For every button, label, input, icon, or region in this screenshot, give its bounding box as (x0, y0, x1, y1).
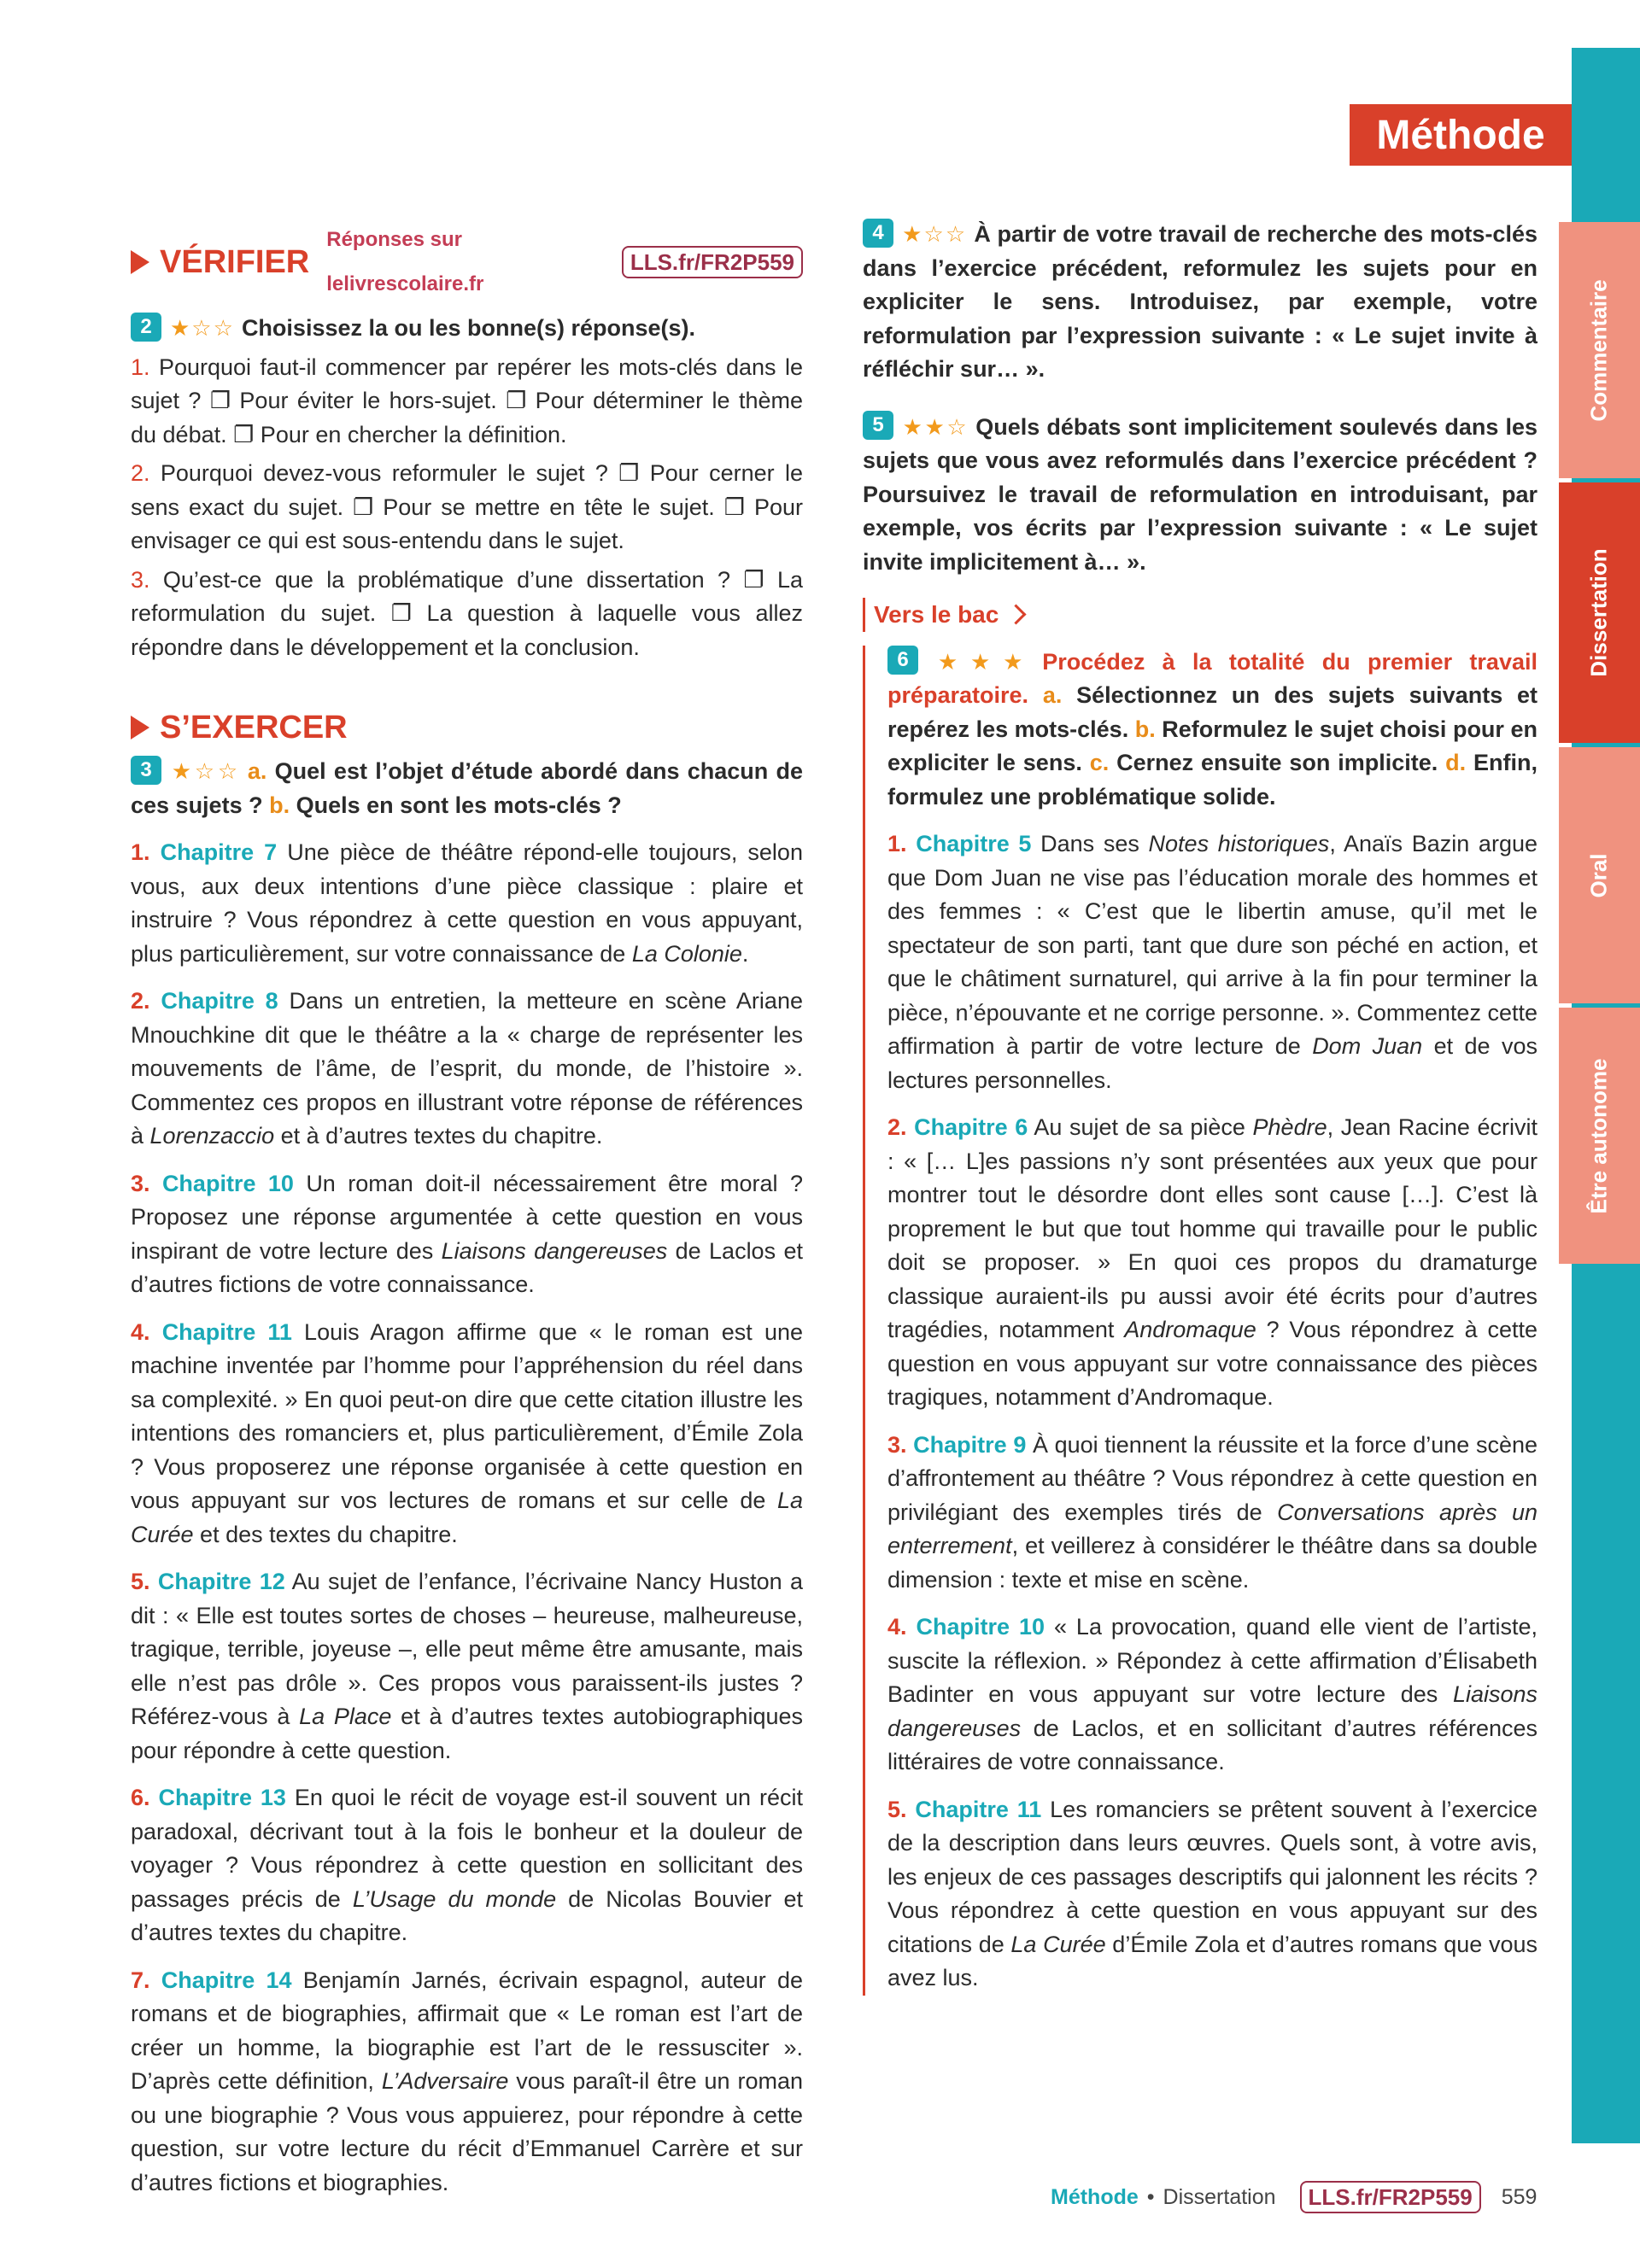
exercer-heading (131, 705, 803, 750)
item-text: En quoi le récit de voyage est-il souvent un récit paradoxal, décrivant tout à la fois le bonheur et la douleur de voyager ? Vous répondrez à cette question en sollicitant des passages précis de (131, 1785, 803, 1912)
q-text: Qu’est-ce que la problématique d’une dissertation ? ❐ La reformulation du sujet. ❐ La question à laquelle vous allez répondre dans le développement et la conclusion. (131, 566, 803, 660)
chapter-label: Chapitre 11 (161, 1318, 292, 1345)
sub-text: Cernez ensuite son implicite. (1116, 750, 1438, 775)
italic-title: Liaisons dangereuses (887, 1681, 1538, 1741)
page-number: 559 (1501, 2184, 1538, 2209)
italic-title: La Place (299, 1704, 392, 1729)
italic-title: Conversations après un enterrement (887, 1499, 1538, 1558)
item-text: À quoi tiennent la réussite et la force d’une scène d’affrontement au théâtre ? Vous répondrez à cette question en privilégiant des exemples tirés de (887, 1431, 1538, 1525)
list-item (131, 836, 803, 971)
item-text: , Anaïs Bazin argue que Dom Juan ne vise pas l’éducation morale des hommes et des femmes : « C’est que le libertin amuse, qu’il met le spectateur de son parti, tant que dure son péché en action, et que le châtiment surnaturel, qui arrive à la fin pour terminer la pièce, n’épouvante et ne corrige personne. ». Commentez cette affirmation à partir de votre lecture de (887, 831, 1538, 1059)
answers-text: Réponses sur lelivrescolaire.fr (326, 228, 484, 295)
tab-oral[interactable] (1559, 747, 1640, 1003)
item-text: de Nicolas Bouvier et d’autres textes du chapitre. (131, 1885, 803, 1945)
italic-title: Phèdre (1252, 1114, 1327, 1140)
right-column (863, 218, 1538, 1996)
item-text: ? Vous répondrez à cette question en vous appuyant sur votre connaissance des pièces tragiques, notamment d’Andromaque. (887, 1317, 1538, 1410)
item-number: 4. (131, 1318, 150, 1345)
item-text: Un roman doit-il nécessairement être moral ? Proposez une réponse argumentée à cette question en vous inspirant de votre lecture des (131, 1170, 803, 1264)
vers-le-bac-label (863, 598, 1023, 632)
list-item (887, 1429, 1538, 1598)
difficulty-stars-icon: ★★★ (927, 648, 1036, 675)
chapter-label: Chapitre 5 (916, 831, 1032, 856)
item-text: . (741, 940, 749, 967)
item-number: 3. (887, 1431, 907, 1458)
sub-letter: b. (1134, 716, 1156, 742)
italic-title: La Colonie (631, 940, 742, 967)
q-text: Pourquoi faut-il commencer par repérer les mots-clés dans le sujet ? ❐ Pour éviter le hors-sujet. ❐ Pour déterminer le thème du débat. ❐ Pour en chercher la définition. (131, 354, 803, 447)
item-text: , Jean Racine écrivit : « [… L]es passions n’y sont présentées aux yeux que pour montrer tout le désordre dont elles sont cause […]. C’est là proprement le but que tout homme qui travaille pour le public doit se proposer. » En quoi ces propos du dramaturge classique auraient-ils pu aussi avoir été écrits pour d’autres tragédies, notamment (887, 1114, 1538, 1342)
italic-title: La Curée (131, 1488, 803, 1547)
exercise-3-header (131, 755, 803, 822)
list-item (887, 1793, 1538, 1996)
item-text: Au sujet de l’enfance, l’écrivaine Nancy Huston a dit : « Elle est toutes sortes de choses – heureuse, malheureuse, tragique, terrible, joyeuse –, elle peut même être amusante, mais elle n’est pas drôle ». Ces propos vous paraissent-ils justes ? Référez-vous à (131, 1569, 803, 1729)
chapter-label: Chapitre 10 (161, 1170, 294, 1196)
chapter-label: Chapitre 14 (161, 1967, 292, 1993)
sub-text: Sélectionnez un des sujets suivants et repérez les mots-clés. (887, 682, 1538, 742)
chapter-label: Chapitre 6 (914, 1114, 1028, 1140)
triangle-icon (131, 250, 149, 274)
sub-letter: a. (1042, 682, 1063, 708)
tab-dissertation[interactable] (1559, 482, 1640, 743)
tab-label: Oral (1586, 852, 1612, 898)
item-text: de Laclos, et en sollicitant d’autres références littéraires de votre connaissance. (887, 1715, 1538, 1774)
tab-label: Commentaire (1586, 278, 1612, 422)
item-text: « La provocation, quand elle vient de l’artiste, suscite la réflexion. » Répondez à cette affirmation d’Élisabeth Badinter en vous appuyant sur votre lecture des (887, 1614, 1538, 1707)
italic-title: L’Usage du monde (352, 1885, 557, 1912)
item-number: 4. (887, 1614, 907, 1640)
difficulty-stars-icon: ★★☆ (902, 413, 969, 440)
question-3 (131, 564, 803, 665)
chapter-label: Chapitre 11 (915, 1796, 1042, 1822)
italic-title: Liaisons dangereuses (441, 1237, 668, 1264)
item-number: 1. (131, 839, 150, 865)
sub-text: Quels en sont les mots-clés ? (296, 792, 622, 818)
italic-title: Dom Juan (1312, 1033, 1423, 1059)
exercise-number: 5 (863, 411, 893, 440)
exercise-4 (863, 218, 1538, 387)
exercise-instruction: À partir de votre travail de recherche des mots-clés dans l’exercice précédent, reformulez les sujets pour en expliciter le sens. Introduisez, par exemple, votre reformulation par l’expression suivante : « Le sujet invite à réfléchir sur… ». (863, 221, 1538, 382)
item-text: vous paraît-il être un roman ou une biographie ? Vous vous appuierez, pour répondre à cette question, sur votre lecture du récit d’Emmanuel Carrère et sur d’autres fictions et biographies. (131, 2068, 803, 2195)
italic-title: Andromaque (1124, 1317, 1256, 1342)
list-item (131, 1316, 803, 1552)
item-number: 5. (887, 1796, 907, 1822)
q-num: 1. (131, 354, 150, 380)
list-item (131, 1167, 803, 1302)
exercer-title: S’EXERCER (160, 710, 348, 745)
verifier-title: VÉRIFIER (160, 244, 310, 280)
chapter-label: Chapitre 7 (160, 839, 278, 865)
item-text: Les romanciers se prêtent souvent à l’exercice de la description dans leurs œuvres. Quels sont, à votre avis, les enjeux de ces passages descriptifs qui jalonnent les récits ? Vous répondrez à cette question en vous appuyant sur des citations de (887, 1796, 1538, 1957)
item-text: et à d’autres textes du chapitre. (274, 1123, 603, 1149)
item-text: , et veillerez à considérer le théâtre dans sa double dimension : texte et mise en scène. (887, 1533, 1538, 1593)
item-number: 2. (131, 988, 150, 1014)
exercise-instruction: Choisissez la ou les bonne(s) réponse(s). (241, 315, 696, 341)
footer-separator: • (1146, 2184, 1155, 2209)
q-text: Pourquoi devez-vous reformuler le sujet ? ❐ Pour cerner le sens exact du sujet. ❐ Pour se mettre en tête le sujet. ❐ Pour envisager ce qui est sous-entendu dans le sujet. (131, 460, 803, 553)
list-item (887, 1610, 1538, 1780)
item-number: 1. (887, 831, 907, 856)
exercise-number: 3 (131, 756, 161, 785)
tab-label: Être autonome (1586, 1057, 1612, 1214)
exercise-number: 4 (863, 219, 893, 248)
list-item (887, 827, 1538, 1097)
exercise-instruction: Quels débats sont implicitement soulevés dans les sujets que vous avez reformulés dans l’exercice précédent ? Poursuivez le travail de reformulation en introduisant, par exemple, vos écrits par l’expression suivante : « Le sujet invite implicitement à… ». (863, 413, 1538, 575)
item-number: 7. (131, 1967, 150, 1993)
footer-lls-link[interactable]: LLS.fr/FR2P559 (1300, 2181, 1481, 2213)
exercise-2-header (131, 312, 803, 346)
methode-banner: Méthode (1350, 104, 1572, 166)
q-num: 2. (131, 460, 150, 486)
exercise-6-header (887, 646, 1538, 815)
bac-label-text: Vers le bac (874, 601, 999, 628)
exercise-6-list (887, 827, 1538, 1996)
footer-methode: Méthode (1051, 2184, 1139, 2209)
tab-label: Dissertation (1586, 548, 1613, 677)
italic-title: Notes historiques (1148, 831, 1330, 856)
bac-block (863, 646, 1538, 1996)
item-number: 2. (887, 1114, 907, 1140)
item-number: 5. (131, 1569, 150, 1594)
sub-text: Reformulez le sujet choisi pour en expliciter le sens. (887, 716, 1538, 775)
sub-letter: d. (1445, 750, 1467, 775)
item-text: Au sujet de sa pièce (1034, 1114, 1253, 1140)
chapter-label: Chapitre 12 (157, 1569, 285, 1594)
question-1 (131, 351, 803, 453)
list-item (887, 1111, 1538, 1415)
difficulty-stars-icon: ★☆☆ (170, 315, 235, 341)
exercise-title: Procédez à la totalité du premier travail préparatoire. (887, 648, 1538, 708)
footer-section: Dissertation (1163, 2184, 1276, 2209)
sub-text: Quel est l’objet d’étude abordé dans chacun de ces sujets ? (131, 758, 803, 818)
item-text: et des textes du chapitre. (193, 1521, 458, 1547)
italic-title: L’Adversaire (381, 2068, 509, 2094)
item-number: 3. (131, 1170, 150, 1196)
italic-title: La Curée (1010, 1931, 1106, 1957)
item-text: de Laclos et d’autres fictions de votre connaissance. (131, 1237, 803, 1297)
exercise-3-list (131, 836, 803, 2200)
list-item (131, 1781, 803, 1950)
chapter-label: Chapitre 13 (158, 1785, 286, 1810)
item-text: Louis Aragon affirme que « le roman est une machine inventée par l’homme pour l’appréhension du réel dans sa complexité. » En quoi peut-on dire que cette citation illustre les intentions des romanciers et, plus particulièrement, d’Émile Zola ? Vous proposerez une réponse organisée à cette question en vous appuyant sur vos lectures de romans et sur celle de (131, 1318, 803, 1513)
item-text: et à d’autres textes autobiographiques pour répondre à cette question. (131, 1704, 803, 1763)
chapter-label: Chapitre 10 (916, 1614, 1045, 1640)
exercise-number: 2 (131, 313, 161, 342)
sub-letter: c. (1089, 750, 1110, 775)
item-text: et de vos lectures personnelles. (887, 1033, 1538, 1093)
item-text: Benjamín Jarnés, écrivain espagnol, auteur de romans et de biographies, affirmait que « Le roman est l’art de créer un homme, la biographie est l’art de le ressusciter ». D’après cette définition, (131, 1967, 803, 2094)
tab-etre-autonome[interactable] (1559, 1008, 1640, 1264)
item-text: d’Émile Zola et d’autres romans que vous avez lus. (887, 1931, 1538, 1990)
left-column (131, 218, 803, 2200)
list-item (131, 1565, 803, 1768)
page-footer (1051, 2181, 1537, 2213)
verifier-heading (131, 218, 803, 307)
item-number: 6. (131, 1785, 150, 1810)
chevron-right-icon (1006, 605, 1027, 625)
italic-title: Lorenzaccio (149, 1123, 275, 1149)
lls-link[interactable]: LLS.fr/FR2P559 (622, 246, 803, 278)
chapter-label: Chapitre 8 (161, 988, 278, 1014)
item-text: Dans ses (1040, 831, 1149, 856)
chapter-label: Chapitre 9 (913, 1431, 1027, 1458)
exercise-5 (863, 411, 1538, 580)
list-item (131, 985, 803, 1154)
list-item (131, 1964, 803, 2201)
sub-letter: b. (269, 792, 290, 818)
triangle-icon (131, 716, 149, 739)
question-2 (131, 457, 803, 558)
sub-letter: a. (247, 758, 267, 784)
item-text: Dans un entretien, la metteure en scène Ariane Mnouchkine dit que le théâtre a la « charge de représenter les mouvements de l’âme, de l’esprit, du monde, de l’histoire ». Commentez ces propos en illustrant votre réponse de références à (131, 988, 803, 1149)
difficulty-stars-icon: ★☆☆ (170, 758, 241, 784)
difficulty-stars-icon: ★☆☆ (902, 221, 968, 247)
q-num: 3. (131, 566, 150, 593)
sub-text: Enfin, formulez une problématique solide. (887, 750, 1538, 810)
exercise-number: 6 (887, 646, 918, 675)
item-text: Une pièce de théâtre répond-elle toujours, selon vous, aux deux intentions d’une pièce classique : plaire et instruire ? Vous répondrez à cette question en vous appuyant, plus particulièrement, sur votre connaissance de (131, 839, 803, 967)
tab-commentaire[interactable] (1559, 222, 1640, 478)
